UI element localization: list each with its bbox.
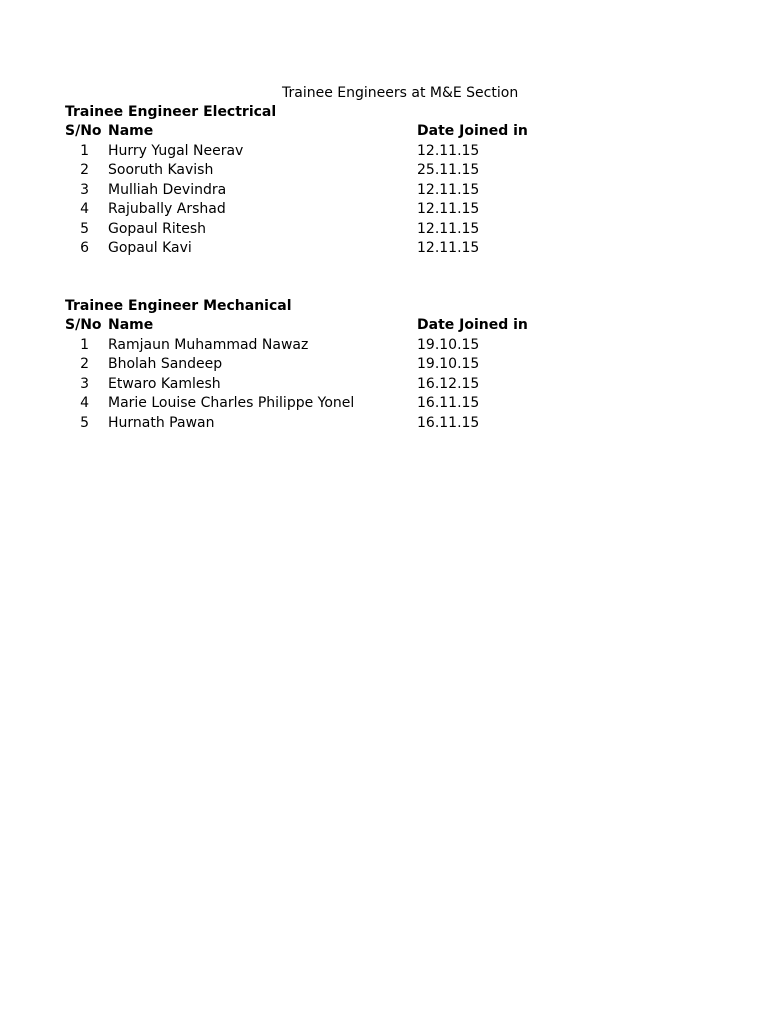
date-header: Date Joined in bbox=[417, 123, 528, 139]
name-cell: Rajubally Arshad bbox=[108, 201, 226, 217]
date-cell: 12.11.15 bbox=[417, 240, 480, 256]
sno-cell: 3 bbox=[80, 375, 89, 392]
table-row bbox=[65, 239, 625, 259]
name-header: Name bbox=[108, 317, 154, 333]
date-cell: 25.11.15 bbox=[417, 162, 480, 178]
table-row bbox=[65, 414, 625, 434]
sno-header: S/No bbox=[65, 123, 102, 139]
name-cell: Gopaul Ritesh bbox=[108, 220, 206, 237]
electrical-section bbox=[65, 103, 625, 259]
name-cell: Mulliah Devindra bbox=[108, 181, 227, 198]
sno-header: S/No bbox=[65, 317, 102, 333]
table-row bbox=[65, 355, 625, 375]
table-row bbox=[65, 161, 625, 181]
sno-cell: 2 bbox=[80, 356, 89, 372]
sno-cell: 4 bbox=[80, 395, 89, 411]
date-cell: 12.11.15 bbox=[417, 142, 480, 159]
date-cell: 12.11.15 bbox=[417, 181, 480, 198]
electrical-heading: Trainee Engineer Electrical bbox=[65, 104, 277, 120]
name-cell: Sooruth Kavish bbox=[108, 162, 214, 178]
mechanical-header-row bbox=[65, 316, 625, 336]
date-cell: 12.11.15 bbox=[417, 201, 480, 217]
table-row bbox=[65, 394, 625, 414]
name-cell: Marie Louise Charles Philippe Yonel bbox=[108, 395, 355, 411]
sno-cell: 4 bbox=[80, 201, 89, 217]
name-header: Name bbox=[108, 123, 154, 139]
table-row bbox=[65, 375, 625, 395]
date-cell: 16.11.15 bbox=[417, 414, 480, 431]
date-cell: 16.11.15 bbox=[417, 395, 480, 411]
name-cell: Bholah Sandeep bbox=[108, 356, 223, 372]
sno-cell: 1 bbox=[80, 142, 89, 159]
sno-cell: 3 bbox=[80, 181, 89, 198]
sno-cell: 5 bbox=[80, 220, 89, 237]
name-cell: Hurry Yugal Neerav bbox=[108, 142, 244, 159]
date-cell: 19.10.15 bbox=[417, 356, 480, 372]
name-cell: Ramjaun Muhammad Nawaz bbox=[108, 336, 309, 353]
document-title: Trainee Engineers at M&E Section bbox=[282, 85, 519, 101]
date-cell: 16.12.15 bbox=[417, 375, 480, 392]
table-row bbox=[65, 181, 625, 201]
mechanical-heading: Trainee Engineer Mechanical bbox=[65, 298, 292, 314]
name-cell: Gopaul Kavi bbox=[108, 240, 192, 256]
date-header: Date Joined in bbox=[417, 317, 528, 333]
name-cell: Etwaro Kamlesh bbox=[108, 375, 221, 392]
sno-cell: 6 bbox=[80, 240, 89, 256]
mechanical-section bbox=[65, 297, 625, 433]
table-row bbox=[65, 336, 625, 356]
date-cell: 19.10.15 bbox=[417, 336, 480, 353]
table-row bbox=[65, 200, 625, 220]
table-row bbox=[65, 142, 625, 162]
date-cell: 12.11.15 bbox=[417, 220, 480, 237]
sno-cell: 1 bbox=[80, 336, 89, 353]
table-row bbox=[65, 220, 625, 240]
sno-cell: 5 bbox=[80, 414, 89, 431]
name-cell: Hurnath Pawan bbox=[108, 414, 215, 431]
sno-cell: 2 bbox=[80, 162, 89, 178]
electrical-header-row bbox=[65, 122, 625, 142]
